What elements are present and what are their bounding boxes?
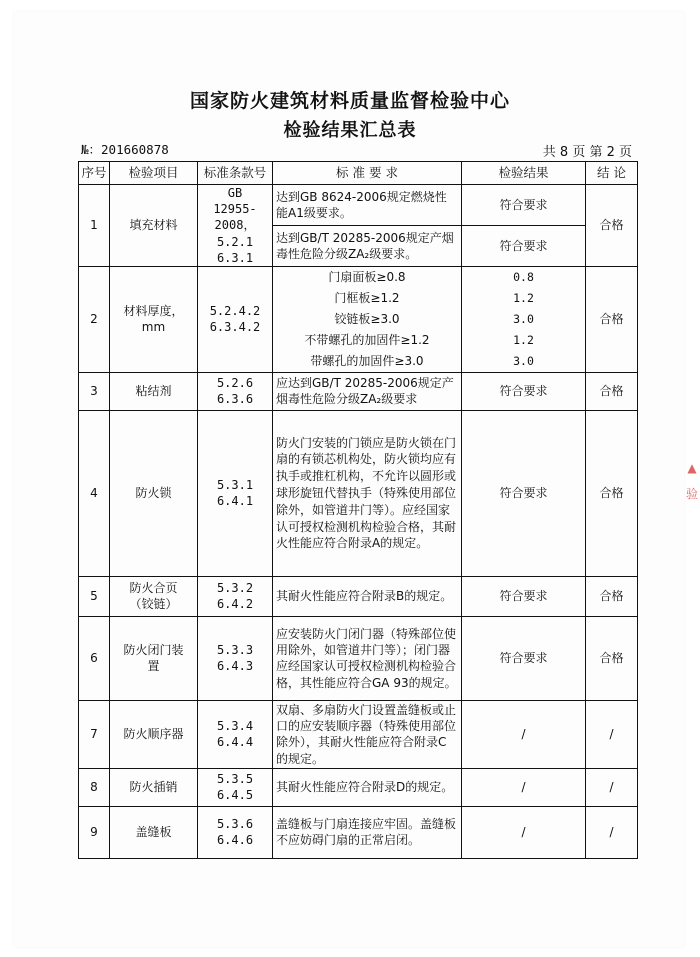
row-clause: 5.3.2 6.4.2	[198, 576, 273, 616]
sub-requirement: 带螺孔的加固件≥3.0	[310, 353, 424, 368]
page-title: 检验结果汇总表	[283, 120, 417, 141]
table-row	[79, 576, 638, 616]
row-conclusion: 合格	[586, 185, 638, 267]
row-result: 符合要求	[462, 185, 586, 226]
row-conclusion: 合格	[586, 410, 638, 576]
row-item: 防火闭门装置	[110, 616, 198, 700]
row-requirement: 防火门安装的门锁应是防火锁在门扇的有锁芯机构处，防火锁均应有执手或推杠机构，不允许以圆形或球形旋钮代替执手（特殊使用部位除外，如管道井门等）。应经国家认可授权检测机构检验合格，其耐火性能应符合附录A的规定。	[273, 410, 462, 576]
results-table	[78, 161, 638, 859]
page-info: 共 8 页 第 2 页	[542, 145, 632, 160]
row-no: 5	[79, 576, 110, 616]
sub-result: 3.0	[513, 353, 534, 368]
row-clause: 5.3.4 6.4.4	[198, 700, 273, 768]
table-header-row	[79, 162, 638, 185]
row-no: 2	[79, 266, 110, 372]
row-requirement: 达到GB/T 20285-2006规定产烟毒性危险分级ZA₂级要求。	[273, 225, 462, 266]
col-header-conclusion: 结 论	[586, 162, 638, 185]
row-result: 符合要求	[462, 616, 586, 700]
table-row	[79, 768, 638, 806]
row-clause: 5.3.5 6.4.5	[198, 768, 273, 806]
row-no: 8	[79, 768, 110, 806]
row-item: 防火插销	[110, 768, 198, 806]
table-row	[79, 410, 638, 576]
row-requirement: 双扇、多扇防火门设置盖缝板或止口的应安装顺序器（特殊使用部位除外），其耐火性能应符合附录C的规定。	[273, 700, 462, 768]
row-result: /	[462, 768, 586, 806]
row-item: 材料厚度，mm	[110, 266, 198, 372]
report-number: №：201660878	[81, 142, 169, 157]
row-no: 7	[79, 700, 110, 768]
row-result: 符合要求	[462, 410, 586, 576]
row-item: 防火顺序器	[110, 700, 198, 768]
table-row	[79, 185, 638, 226]
row-result: 符合要求	[462, 372, 586, 410]
row-requirement: 其耐火性能应符合附录D的规定。	[273, 768, 462, 806]
col-header-requirement: 标 准 要 求	[273, 162, 462, 185]
table-row	[79, 806, 638, 858]
row-requirement: 应安装防火门闭门器（特殊部位使用除外，如管道井门等）；闭门器应经国家认可授权检测机构检验合格，其性能应符合GA 93的规定。	[273, 616, 462, 700]
row-no: 3	[79, 372, 110, 410]
table-row	[79, 372, 638, 410]
sub-requirement: 铰链板≥3.0	[334, 311, 400, 326]
sub-requirement: 门框板≥1.2	[334, 290, 400, 305]
side-stamp-mark: ▲ 验	[685, 461, 698, 501]
row-requirement: 达到GB 8624-2006规定燃烧性能A1级要求。	[273, 185, 462, 226]
table-row	[79, 266, 638, 372]
row-result: /	[462, 700, 586, 768]
row-requirement: 其耐火性能应符合附录B的规定。	[273, 576, 462, 616]
col-header-clause: 标准条款号	[198, 162, 273, 185]
row-clause: 5.2.4.2 6.3.4.2	[198, 266, 273, 372]
table-row	[79, 616, 638, 700]
row-no: 6	[79, 616, 110, 700]
sub-requirement: 不带螺孔的加固件≥1.2	[304, 332, 430, 347]
row-result: 符合要求	[462, 225, 586, 266]
row-conclusion: 合格	[586, 372, 638, 410]
institution-title: 国家防火建筑材料质量监督检验中心	[189, 90, 510, 112]
row-no: 4	[79, 410, 110, 576]
row-conclusion: 合格	[586, 576, 638, 616]
row-requirement: 应达到GB/T 20285-2006规定产烟毒性危险分级ZA₂级要求	[273, 372, 462, 410]
row-conclusion: 合格	[586, 616, 638, 700]
row-conclusion: /	[586, 700, 638, 768]
row-requirement-list	[273, 266, 462, 372]
col-header-result: 检验结果	[462, 162, 586, 185]
row-no: 1	[79, 185, 110, 267]
row-clause: 5.3.6 6.4.6	[198, 806, 273, 858]
col-header-item: 检验项目	[110, 162, 198, 185]
row-item: 盖缝板	[110, 806, 198, 858]
row-conclusion: 合格	[586, 266, 638, 372]
row-conclusion: /	[586, 806, 638, 858]
row-clause: 5.2.6 6.3.6	[198, 372, 273, 410]
row-result: /	[462, 806, 586, 858]
col-header-no: 序号	[79, 162, 110, 185]
sub-requirement: 门扇面板≥0.8	[328, 269, 406, 284]
sub-result: 0.8	[513, 269, 534, 284]
row-item: 防火锁	[110, 410, 198, 576]
sub-result: 1.2	[513, 332, 534, 347]
row-clause: 5.3.3 6.4.3	[198, 616, 273, 700]
row-no: 9	[79, 806, 110, 858]
row-requirement: 盖缝板与门扇连接应牢固。盖缝板不应妨碍门扇的正常启闭。	[273, 806, 462, 858]
row-item: 填充材料	[110, 185, 198, 267]
sub-result: 3.0	[513, 311, 534, 326]
row-result-list	[462, 266, 586, 372]
row-result: 符合要求	[462, 576, 586, 616]
sub-result: 1.2	[513, 290, 534, 305]
row-conclusion: /	[586, 768, 638, 806]
row-item: 粘结剂	[110, 372, 198, 410]
row-clause: GB 12955-2008，5.2.1 6.3.1	[198, 185, 273, 267]
table-row	[79, 700, 638, 768]
row-item: 防火合页（铰链）	[110, 576, 198, 616]
row-clause: 5.3.1 6.4.1	[198, 410, 273, 576]
